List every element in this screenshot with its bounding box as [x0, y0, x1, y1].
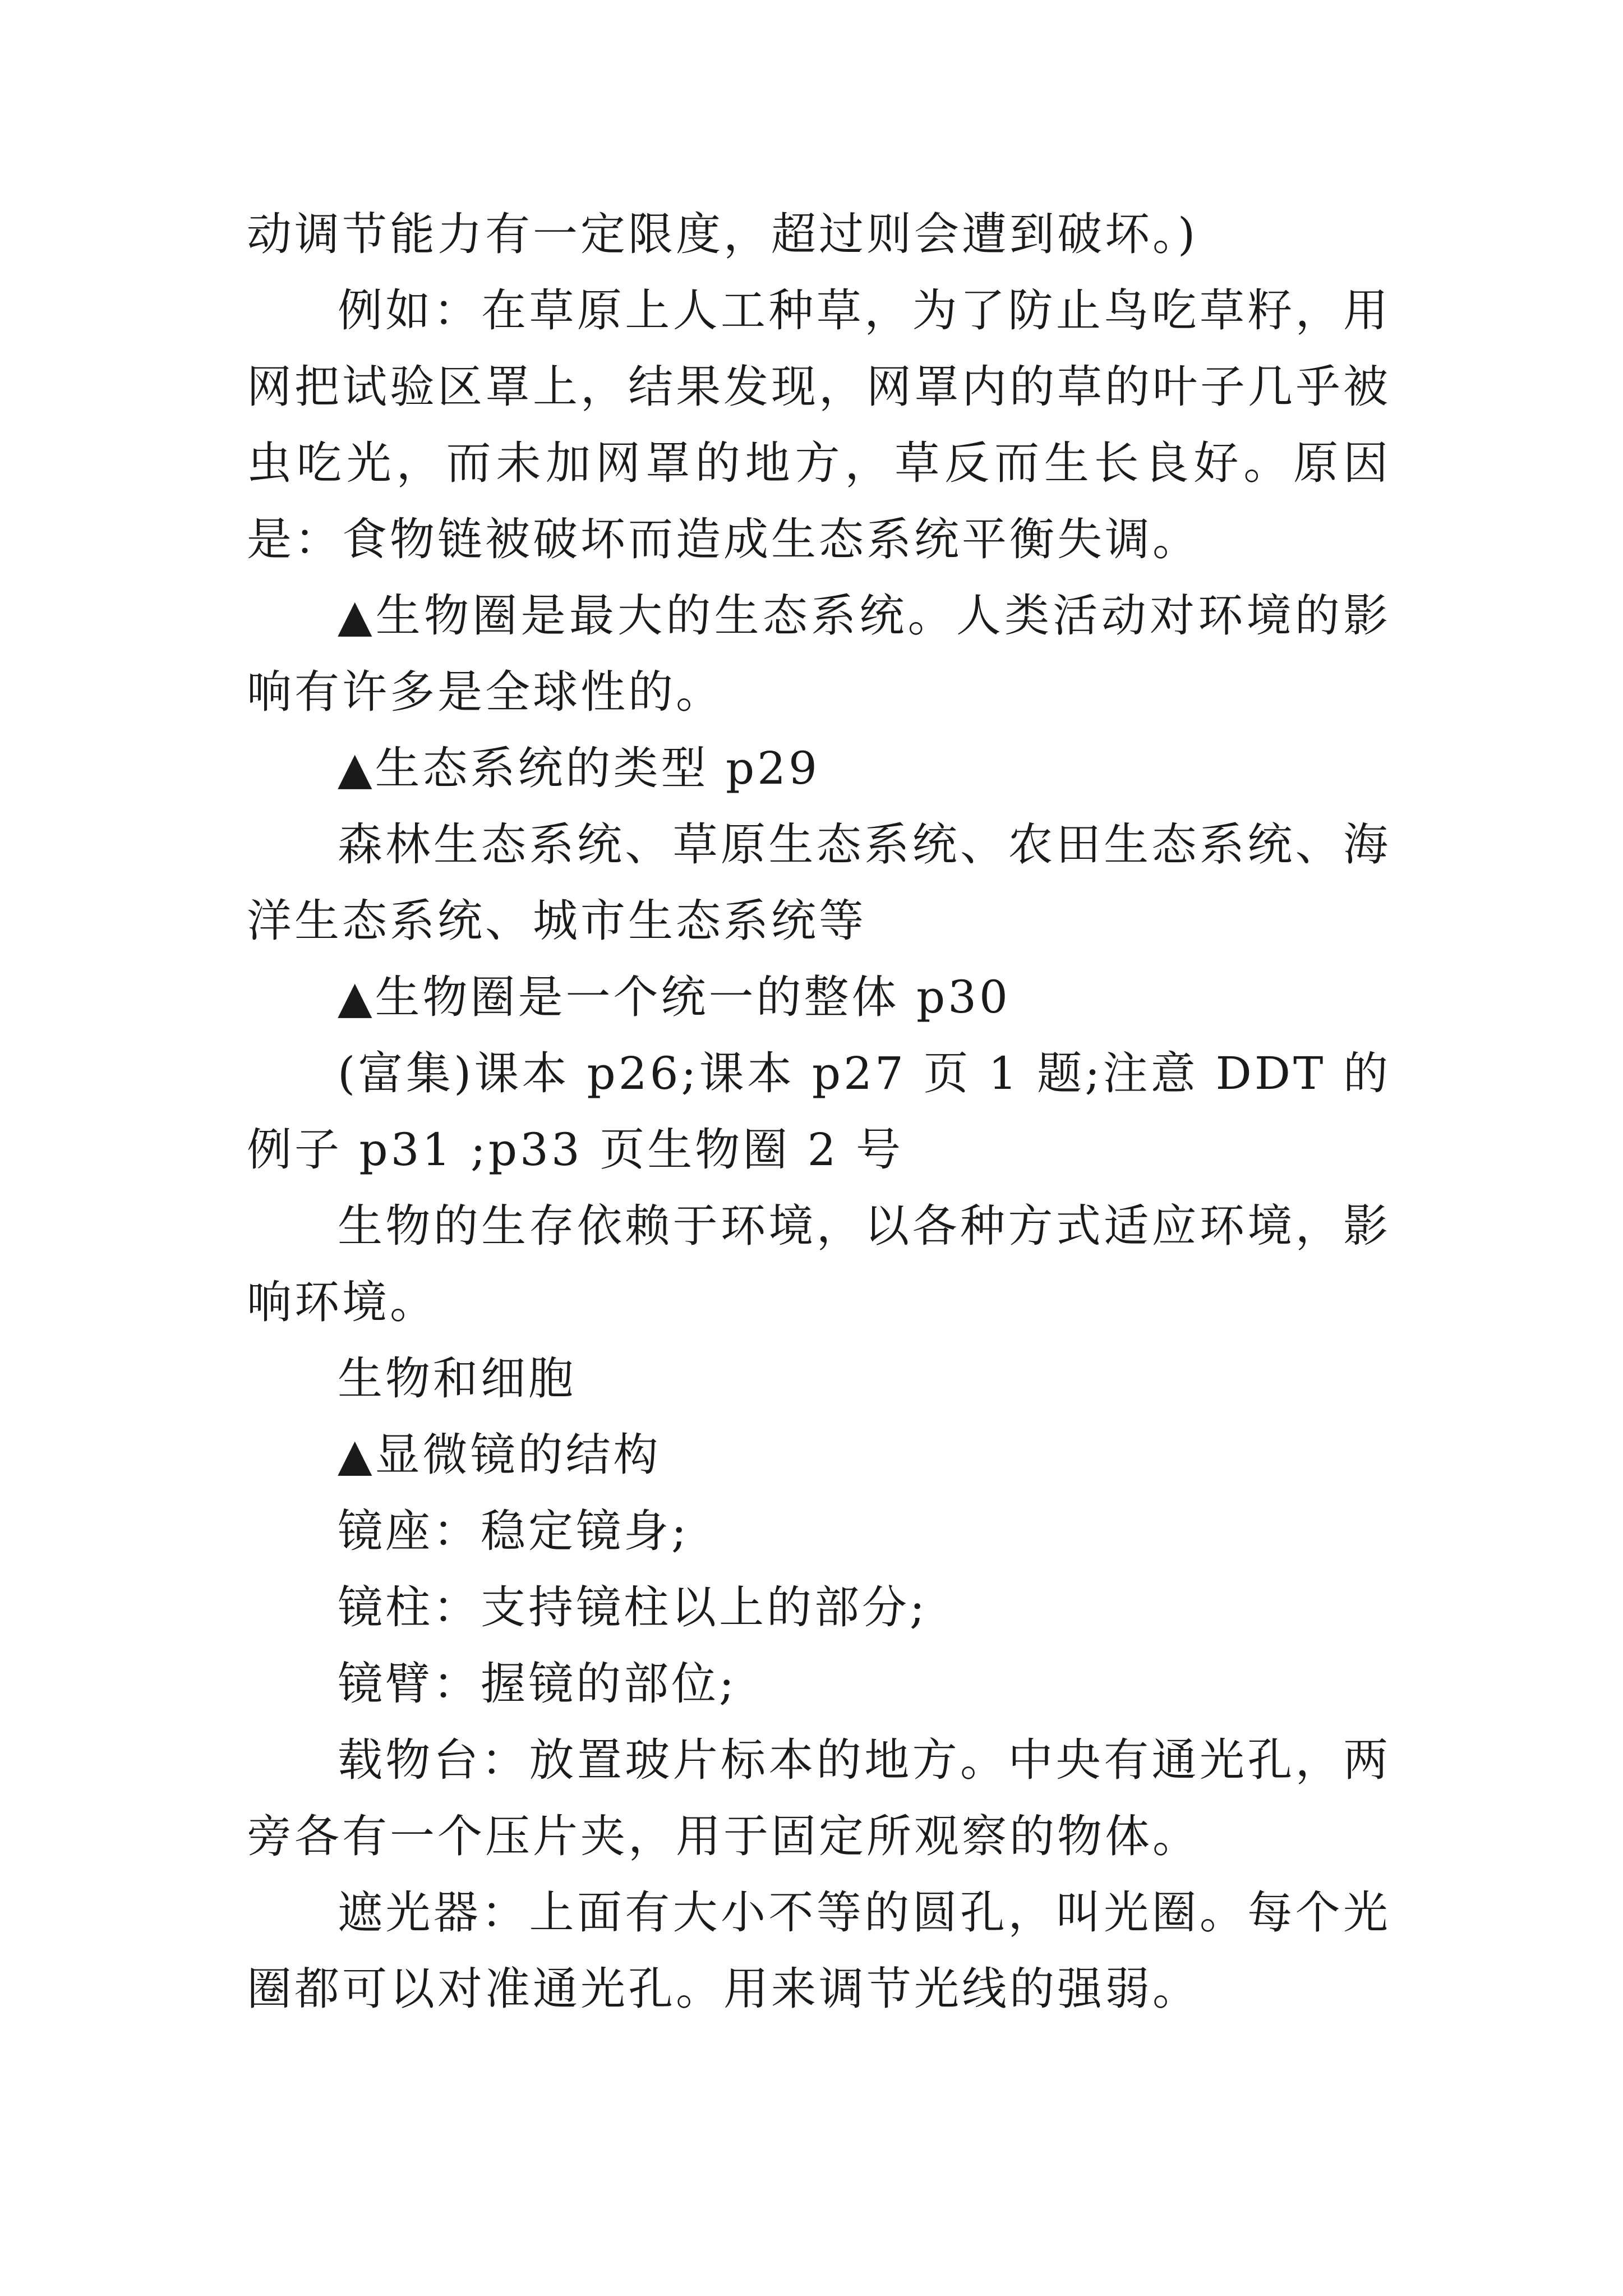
paragraph-6: ▲生物圈是一个统一的整体 p30 — [338, 971, 1011, 1023]
section-heading: 生物和细胞 — [338, 1352, 576, 1405]
paragraph-15: 遮光器：上面有大小不等的圆孔，叫光圈。每个光圈都可以对准通光孔。用来调节光线的强弱。 — [247, 1887, 1391, 2015]
paragraph-4: ▲生态系统的类型 p29 — [338, 742, 820, 794]
document-body — [247, 196, 1391, 2027]
paragraph-12: 镜柱：支持镜柱以上的部分; — [338, 1581, 928, 1634]
paragraph-1: 动调节能力有一定限度，超过则会遭到破坏。) — [247, 208, 1198, 260]
paragraph-7: (富集)课本 p26;课本 p27 页 1 题;注意 DDT 的例子 p31 ;p33 页生物圈 2 号 — [247, 1047, 1391, 1176]
paragraph-13: 镜臂：握镜的部位; — [338, 1658, 737, 1710]
paragraph-11: 镜座：稳定镜身; — [338, 1505, 689, 1557]
paragraph-8: 生物的生存依赖于环境，以各种方式适应环境，影响环境。 — [247, 1200, 1391, 1328]
paragraph-10: ▲显微镜的结构 — [338, 1429, 661, 1481]
paragraph-3: ▲生物圈是最大的生态系统。人类活动对环境的影响有许多是全球性的。 — [247, 590, 1391, 718]
paragraph-2: 例如：在草原上人工种草，为了防止鸟吃草籽，用网把试验区罩上，结果发现，网罩内的草的叶子几乎被虫吃光，而未加网罩的地方，草反而生长良好。原因是：食物链被破坏而造成生态系统平衡失调。 — [247, 284, 1391, 565]
paragraph-5: 森林生态系统、草原生态系统、农田生态系统、海洋生态系统、城市生态系统等 — [247, 818, 1391, 947]
paragraph-14: 载物台：放置玻片标本的地方。中央有通光孔，两旁各有一个压片夹，用于固定所观察的物体。 — [247, 1734, 1391, 1862]
